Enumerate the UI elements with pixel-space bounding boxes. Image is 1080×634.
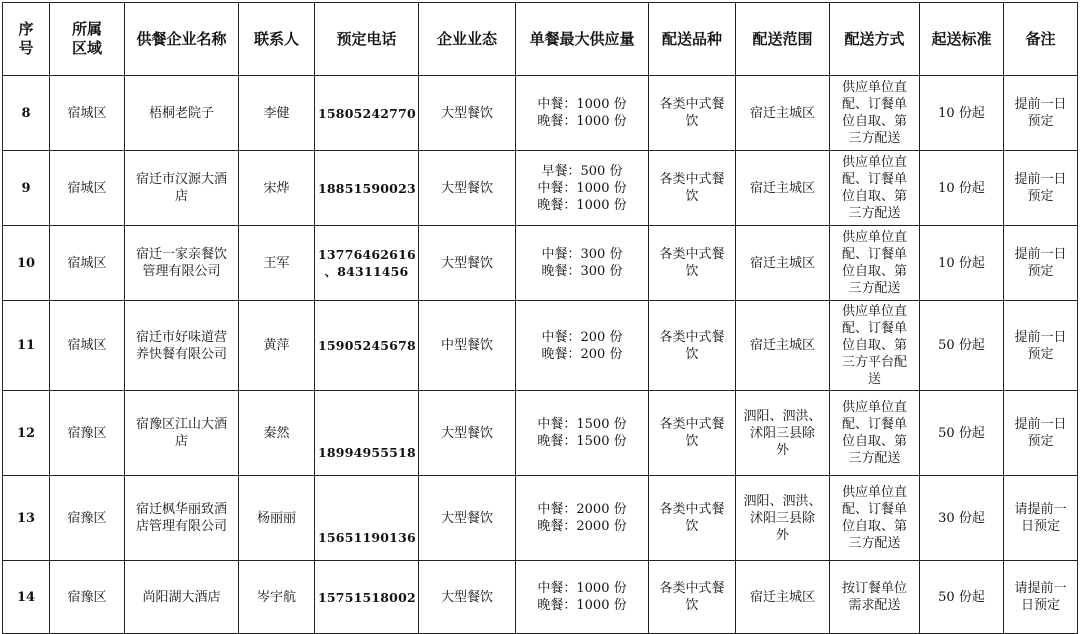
cell-variety — [649, 301, 736, 391]
table-row — [3, 76, 1078, 151]
cell-phone — [315, 151, 419, 226]
cell-minimum — [920, 301, 1004, 391]
cell-area-text: 宿豫区 — [67, 510, 107, 526]
cell-range-text: 泗阳、泗洪、 沭阳三县除 外 — [743, 493, 822, 543]
cell-remark-text: 提前一日 预定 — [1014, 97, 1067, 129]
meal-capacity-line: 晚餐：1000 份 — [537, 197, 627, 213]
cell-no — [3, 476, 50, 561]
meal-capacity-line: 中餐：200 份 — [541, 329, 623, 345]
cell-capacity — [516, 476, 649, 561]
cell-range — [736, 151, 830, 226]
cell-contact — [239, 476, 315, 561]
meal-capacity-line: 中餐：1500 份 — [537, 417, 627, 432]
cell-company — [125, 226, 239, 301]
cell-company — [125, 301, 239, 391]
cell-method — [830, 76, 920, 151]
cell-phone-text: 15805242770 — [318, 105, 416, 121]
cell-phone — [315, 301, 419, 391]
cell-contact-text: 秦然 — [263, 425, 290, 441]
cell-company-text: 宿迁市好味道营 养快餐有限公司 — [135, 329, 227, 362]
cell-variety — [649, 476, 736, 561]
cell-phone — [315, 226, 419, 301]
cell-area — [50, 151, 125, 226]
cell-no-text: 12 — [16, 425, 36, 441]
cell-minimum — [920, 561, 1004, 634]
cell-variety-text: 各类中式餐 饮 — [659, 581, 725, 613]
cell-method-text: 供应单位直 配、订餐单 位自取、第 三方配送 — [841, 400, 907, 466]
cell-capacity — [516, 76, 649, 151]
cell-variety-text: 各类中式餐 饮 — [659, 329, 725, 362]
cell-format — [419, 151, 516, 226]
cell-remark — [1004, 226, 1078, 301]
cell-remark — [1004, 391, 1078, 476]
cell-range-text: 宿迁主城区 — [749, 105, 815, 121]
cell-format-text: 中型餐饮 — [440, 338, 493, 353]
cell-format — [419, 76, 516, 151]
cell-phone-text: 18851590023 — [318, 180, 416, 196]
cell-phone-text: 15751518002 — [318, 589, 416, 605]
cell-minimum-text: 50 份起 — [938, 338, 985, 353]
cell-range — [736, 301, 830, 391]
cell-format-text: 大型餐饮 — [440, 589, 493, 605]
cell-capacity — [516, 561, 649, 634]
header-variety: 配送品种 — [649, 3, 736, 76]
header-no: 序 号 — [3, 3, 50, 76]
meal-capacity-line: 晚餐：2000 份 — [537, 519, 627, 534]
cell-format-text: 大型餐饮 — [440, 510, 493, 526]
cell-variety-text: 各类中式餐 饮 — [659, 502, 725, 534]
meal-capacity-line: 中餐：1000 份 — [537, 97, 627, 112]
cell-company — [125, 151, 239, 226]
header-contact: 联系人 — [239, 3, 315, 76]
cell-no-text: 10 — [16, 255, 36, 271]
cell-no-text: 14 — [16, 589, 36, 605]
cell-no-text: 13 — [16, 510, 36, 526]
meal-capacity-line: 晚餐：1000 份 — [537, 598, 627, 613]
cell-company-text: 梧桐老院子 — [148, 105, 214, 121]
cell-no — [3, 301, 50, 391]
cell-minimum-text: 50 份起 — [938, 425, 985, 441]
header-format: 企业业态 — [419, 3, 516, 76]
cell-minimum-text: 10 份起 — [938, 255, 985, 271]
cell-contact — [239, 76, 315, 151]
meal-capacity-line: 晚餐：200 份 — [541, 346, 623, 362]
cell-phone-text: 15905245678 — [318, 338, 416, 353]
cell-method — [830, 391, 920, 476]
cell-no — [3, 226, 50, 301]
cell-area — [50, 391, 125, 476]
cell-method — [830, 476, 920, 561]
cell-method-text: 供应单位直 配、订餐单 位自取、第 三方配送 — [841, 80, 907, 146]
cell-company-text: 尚阳湖大酒店 — [142, 589, 221, 605]
cell-contact-text: 王军 — [263, 255, 290, 271]
cell-phone-text: 15651190136 — [318, 530, 416, 545]
cell-minimum — [920, 391, 1004, 476]
header-remark: 备注 — [1004, 3, 1078, 76]
cell-contact-text: 黄萍 — [263, 338, 290, 353]
cell-area-text: 宿城区 — [67, 105, 107, 121]
cell-minimum-text: 50 份起 — [938, 589, 985, 605]
cell-capacity — [516, 301, 649, 391]
header-company: 供餐企业名称 — [125, 3, 239, 76]
cell-remark-text: 提前一日 预定 — [1014, 247, 1067, 279]
cell-remark-text: 提前一日 预定 — [1014, 417, 1067, 449]
cell-area-text: 宿豫区 — [67, 589, 107, 605]
cell-no-text: 9 — [21, 180, 31, 196]
cell-capacity — [516, 391, 649, 476]
cell-format-text: 大型餐饮 — [440, 255, 493, 271]
cell-format — [419, 226, 516, 301]
cell-no — [3, 391, 50, 476]
cell-format — [419, 476, 516, 561]
table-body — [3, 76, 1078, 634]
cell-company-text: 宿迁一家亲餐饮 管理有限公司 — [135, 247, 227, 279]
cell-company-text: 宿豫区江山大酒 店 — [135, 417, 227, 449]
cell-variety — [649, 561, 736, 634]
cell-minimum-text: 10 份起 — [938, 105, 985, 121]
meal-capacity-line: 中餐：2000 份 — [537, 502, 627, 517]
meal-capacity-line: 早餐：500 份 — [541, 163, 623, 179]
cell-remark-text: 提前一日 预定 — [1014, 329, 1067, 362]
cell-format — [419, 301, 516, 391]
cell-minimum — [920, 226, 1004, 301]
cell-remark-text: 请提前一 日预定 — [1014, 502, 1067, 534]
cell-area-text: 宿城区 — [67, 338, 107, 353]
cell-remark-text: 请提前一 日预定 — [1014, 581, 1067, 613]
cell-no-text: 8 — [21, 105, 31, 121]
header-range: 配送范围 — [736, 3, 830, 76]
cell-method — [830, 301, 920, 391]
meal-capacity-line: 晚餐：300 份 — [541, 264, 623, 279]
cell-minimum-text: 30 份起 — [938, 510, 985, 526]
cell-range-text: 宿迁主城区 — [749, 180, 815, 196]
cell-phone — [315, 76, 419, 151]
table-row — [3, 561, 1078, 634]
cell-method — [830, 151, 920, 226]
table-row — [3, 226, 1078, 301]
cell-range-text: 泗阳、泗洪、 沭阳三县除 外 — [743, 408, 822, 458]
cell-remark — [1004, 76, 1078, 151]
cell-remark — [1004, 301, 1078, 391]
header-area: 所属 区域 — [50, 3, 125, 76]
cell-company — [125, 476, 239, 561]
cell-variety-text: 各类中式餐 饮 — [659, 97, 725, 129]
cell-contact-text: 李健 — [263, 105, 290, 121]
catering-supplier-table — [2, 2, 1078, 634]
cell-minimum-text: 10 份起 — [938, 180, 985, 196]
cell-contact-text: 岑宇航 — [256, 589, 296, 605]
cell-phone-text: 18994955518 — [318, 445, 416, 460]
cell-area — [50, 226, 125, 301]
cell-area — [50, 76, 125, 151]
cell-phone — [315, 476, 419, 561]
cell-area — [50, 561, 125, 634]
cell-contact-text: 杨丽丽 — [256, 510, 296, 526]
cell-format — [419, 391, 516, 476]
meal-capacity-line: 中餐：1000 份 — [537, 581, 627, 596]
cell-format-text: 大型餐饮 — [440, 105, 493, 121]
cell-remark — [1004, 476, 1078, 561]
cell-method-text: 按订餐单位 需求配送 — [841, 581, 907, 613]
cell-area — [50, 476, 125, 561]
cell-method-text: 供应单位直 配、订餐单 位自取、第 三方配送 — [841, 485, 907, 551]
cell-minimum — [920, 476, 1004, 561]
cell-company — [125, 561, 239, 634]
cell-range — [736, 76, 830, 151]
cell-variety — [649, 226, 736, 301]
cell-variety-text: 各类中式餐 饮 — [659, 172, 725, 204]
cell-contact — [239, 151, 315, 226]
cell-no — [3, 561, 50, 634]
cell-variety — [649, 391, 736, 476]
cell-range-text: 宿迁主城区 — [749, 255, 815, 271]
cell-contact — [239, 301, 315, 391]
cell-company — [125, 76, 239, 151]
cell-remark — [1004, 561, 1078, 634]
cell-no — [3, 76, 50, 151]
cell-method-text: 供应单位直 配、订餐单 位自取、第 三方平台配 送 — [841, 304, 907, 387]
cell-contact — [239, 561, 315, 634]
cell-capacity — [516, 151, 649, 226]
cell-company — [125, 391, 239, 476]
header-row — [3, 3, 1078, 76]
cell-minimum — [920, 76, 1004, 151]
header-minimum: 起送标准 — [920, 3, 1004, 76]
header-method: 配送方式 — [830, 3, 920, 76]
table-row — [3, 151, 1078, 226]
cell-area-text: 宿城区 — [67, 255, 107, 271]
cell-remark — [1004, 151, 1078, 226]
table-row — [3, 391, 1078, 476]
cell-company-text: 宿迁枫华丽致酒 店管理有限公司 — [135, 502, 227, 534]
cell-no — [3, 151, 50, 226]
meal-capacity-line: 中餐：300 份 — [541, 247, 623, 262]
meal-capacity-line: 晚餐：1500 份 — [537, 434, 627, 449]
cell-no-text: 11 — [16, 338, 36, 353]
cell-capacity — [516, 226, 649, 301]
cell-method — [830, 561, 920, 634]
cell-format — [419, 561, 516, 634]
cell-variety-text: 各类中式餐 饮 — [659, 417, 725, 449]
table-row — [3, 476, 1078, 561]
cell-format-text: 大型餐饮 — [440, 425, 493, 441]
meal-capacity-line: 晚餐：1000 份 — [537, 114, 627, 129]
cell-remark-text: 提前一日 预定 — [1014, 172, 1067, 204]
cell-variety-text: 各类中式餐 饮 — [659, 247, 725, 279]
cell-area — [50, 301, 125, 391]
cell-phone — [315, 561, 419, 634]
cell-range-text: 宿迁主城区 — [749, 338, 815, 353]
cell-contact — [239, 391, 315, 476]
header-phone: 预定电话 — [315, 3, 419, 76]
cell-method-text: 供应单位直 配、订餐单 位自取、第 三方配送 — [841, 155, 907, 221]
cell-method-text: 供应单位直 配、订餐单 位自取、第 三方配送 — [841, 230, 907, 296]
cell-variety — [649, 76, 736, 151]
meal-capacity-line: 中餐：1000 份 — [537, 180, 627, 196]
cell-variety — [649, 151, 736, 226]
cell-method — [830, 226, 920, 301]
cell-phone — [315, 391, 419, 476]
cell-range — [736, 226, 830, 301]
cell-contact-text: 宋烨 — [263, 180, 290, 196]
cell-format-text: 大型餐饮 — [440, 180, 493, 196]
cell-range-text: 宿迁主城区 — [749, 589, 815, 605]
cell-range — [736, 391, 830, 476]
cell-range — [736, 561, 830, 634]
cell-area-text: 宿豫区 — [67, 425, 107, 441]
table-row — [3, 301, 1078, 391]
cell-contact — [239, 226, 315, 301]
cell-phone-text: 13776462616 、84311456 — [318, 247, 416, 279]
cell-range — [736, 476, 830, 561]
cell-area-text: 宿城区 — [67, 180, 107, 196]
cell-minimum — [920, 151, 1004, 226]
cell-company-text: 宿迁市汉源大酒 店 — [135, 172, 227, 204]
header-capacity: 单餐最大供应量 — [516, 3, 649, 76]
